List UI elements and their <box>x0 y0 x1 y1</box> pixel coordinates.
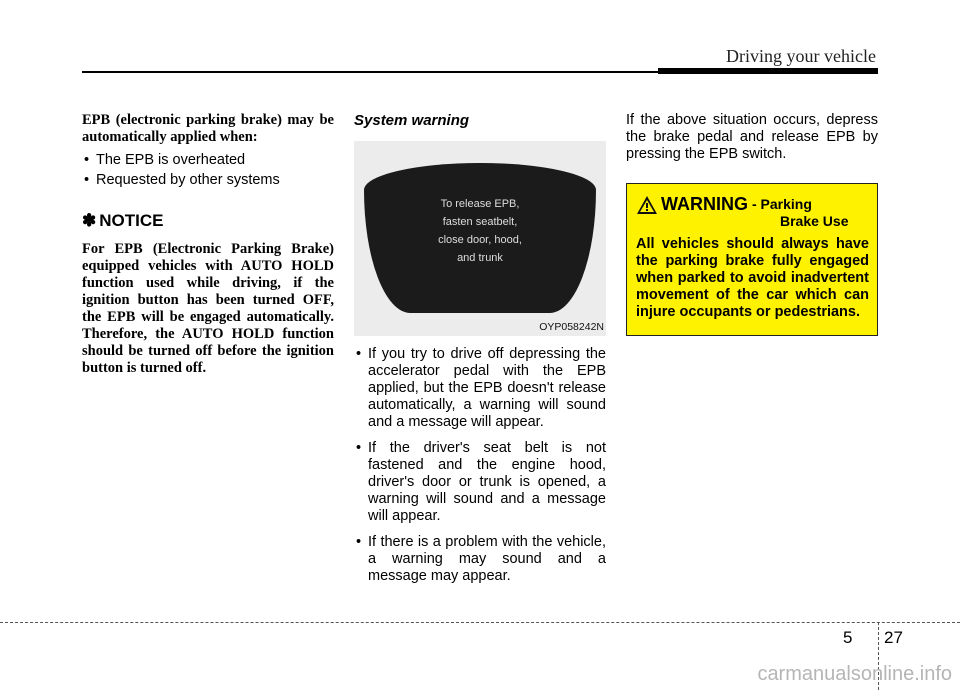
display-message <box>364 195 596 267</box>
display-line: close door, hood, <box>438 234 522 246</box>
notice-heading-label: NOTICE <box>99 211 164 230</box>
warning-subtitle-line: - Parking <box>752 196 812 212</box>
footer-rule <box>0 622 960 623</box>
display-line: and trunk <box>457 252 503 264</box>
notice-heading <box>82 211 334 231</box>
chapter-number: 5 <box>843 628 853 647</box>
header-title: Driving your vehicle <box>726 46 876 66</box>
warning-box <box>626 183 878 336</box>
warning-subtitle-line: Brake Use <box>780 213 849 229</box>
epb-conditions-list <box>82 152 334 189</box>
notice-star-icon: ✽ <box>82 211 97 230</box>
column-left <box>82 112 334 377</box>
warning-triangle-icon <box>636 195 658 215</box>
list-item: • If the driver's seat belt is not fastened and the engine hood, driver's door or trunk is opened, a warning will sound and a message will appear. <box>354 440 606 525</box>
notice-body: For EPB (Electronic Parking Brake) equipped vehicles with AUTO HOLD function used while driving, if the ignition button has been turned OFF, the EPB will be engaged automatically. Therefore, the AUTO HOLD function should be turned off before the ignition button is turned off. <box>82 241 334 376</box>
section-heading: System warning <box>354 112 470 129</box>
list-item: • If you try to drive off depressing the accelerator pedal with the EPB applied, but the EPB doesn't release automatically, a warning will sound and a message will appear. <box>354 346 606 431</box>
column-right <box>626 112 878 336</box>
cluster-display-figure <box>354 141 606 336</box>
system-warning-list <box>354 346 606 585</box>
header-rule <box>82 71 662 73</box>
warning-subtitle <box>752 196 849 230</box>
display-line: fasten seatbelt, <box>442 216 518 228</box>
cluster-display <box>364 163 596 313</box>
column-middle <box>354 112 606 594</box>
display-line: To release EPB, <box>440 198 520 210</box>
warning-label: WARNING <box>661 194 748 214</box>
list-item: • The EPB is overheated <box>82 152 334 169</box>
warning-body: All vehicles should always have the parking brake fully engaged when parked to avoid inadvertent movement of the car which can injure occupants or pedestrians. <box>636 236 869 320</box>
list-item: • If there is a problem with the vehicle, a warning may sound and a message may appear. <box>354 534 606 585</box>
figure-code: OYP058242N <box>539 321 604 333</box>
watermark: carmanualsonline.info <box>757 663 952 685</box>
header-rule-accent <box>658 68 878 74</box>
instruction-text: If the above situation occurs, depress the brake pedal and release EPB by pressing the EPB switch. <box>626 112 878 162</box>
list-item: • Requested by other systems <box>82 172 334 189</box>
warning-header <box>636 194 869 230</box>
page-number: 27 <box>884 628 903 647</box>
epb-intro: EPB (electronic parking brake) may be automatically applied when: <box>82 112 334 145</box>
